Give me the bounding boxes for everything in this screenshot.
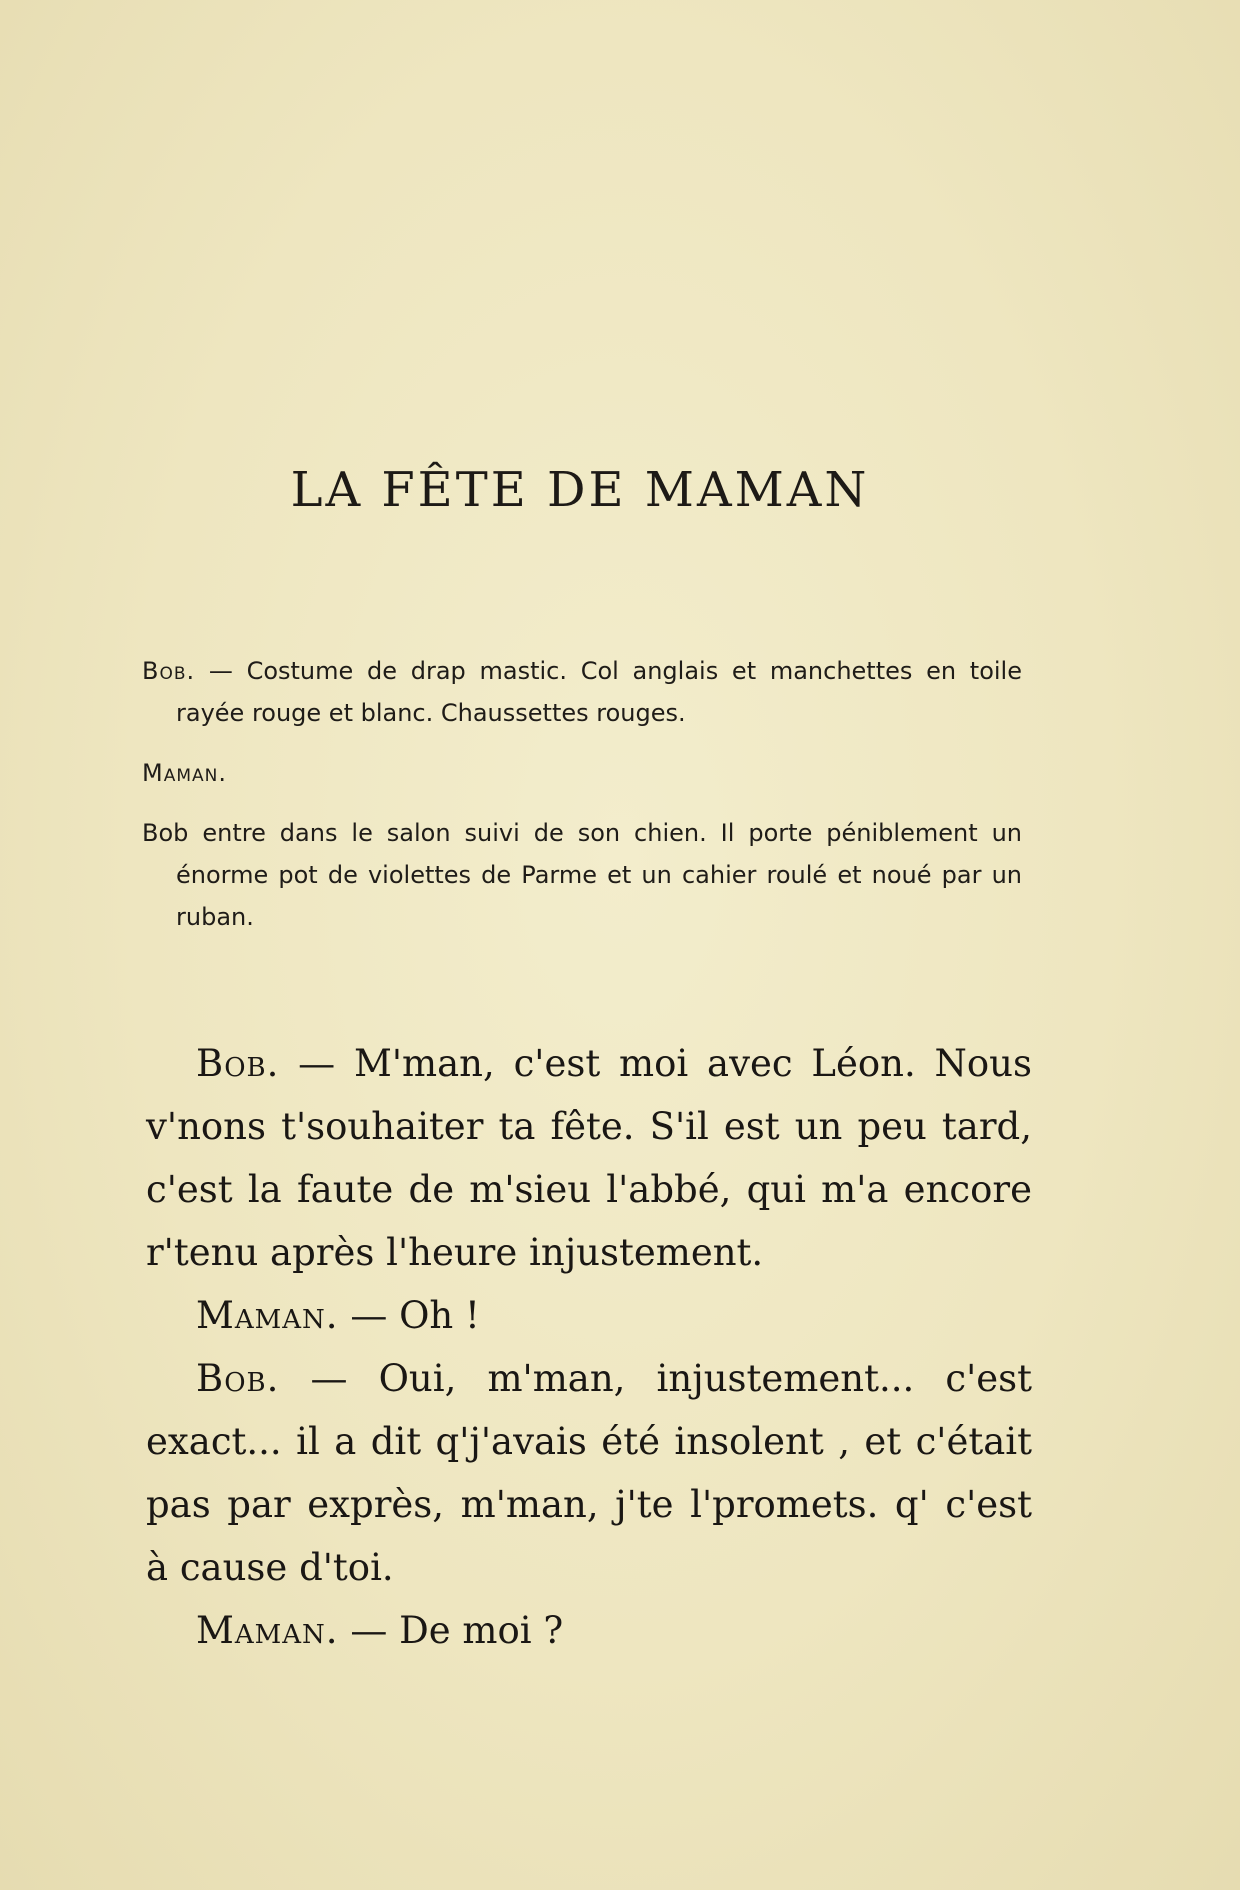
dialogue-text: — De moi ? [338,1609,564,1652]
chapter-title: LA FÊTE DE MAMAN [290,462,870,518]
stage-note [142,812,1022,938]
dialogue-line [146,1284,1032,1347]
dialogue-speaker: Maman. [196,1294,339,1337]
stage-note [142,752,1022,794]
dialogue-line [146,1032,1032,1284]
dialogue-line [146,1599,1032,1662]
stage-note-speaker: Bob. [142,657,196,685]
dialogue-text: — Oh ! [338,1294,480,1337]
stage-note [142,650,1022,734]
dialogue [146,1032,1032,1662]
stage-directions [142,650,1022,956]
stage-note-text: — Costume de drap mastic. Col anglais et manchettes en toile rayée rouge et blanc. Chaussettes rouges. [176,657,1022,727]
dialogue-text: — Oui, m'man, injustement... c'est exact... il a dit q'j'avais été insolent , et c'était pas par exprès, m'man, j'te l'promets. q' c'est à cause d'toi. [146,1357,1032,1589]
dialogue-line [146,1347,1032,1599]
dialogue-speaker: Bob. [196,1357,280,1400]
dialogue-speaker: Maman. [196,1609,339,1652]
dialogue-speaker: Bob. [196,1042,280,1085]
stage-note-text: Bob entre dans le salon suivi de son chien. Il porte péniblement un énorme pot de violettes de Parme et un cahier roulé et noué par un ruban. [142,819,1022,931]
stage-note-speaker: Maman. [142,759,227,787]
dialogue-text: — M'man, c'est moi avec Léon. Nous v'nons t'souhaiter ta fête. S'il est un peu tard, c'est la faute de m'sieu l'abbé, qui m'a encore r'tenu après l'heure injustement. [146,1042,1032,1274]
